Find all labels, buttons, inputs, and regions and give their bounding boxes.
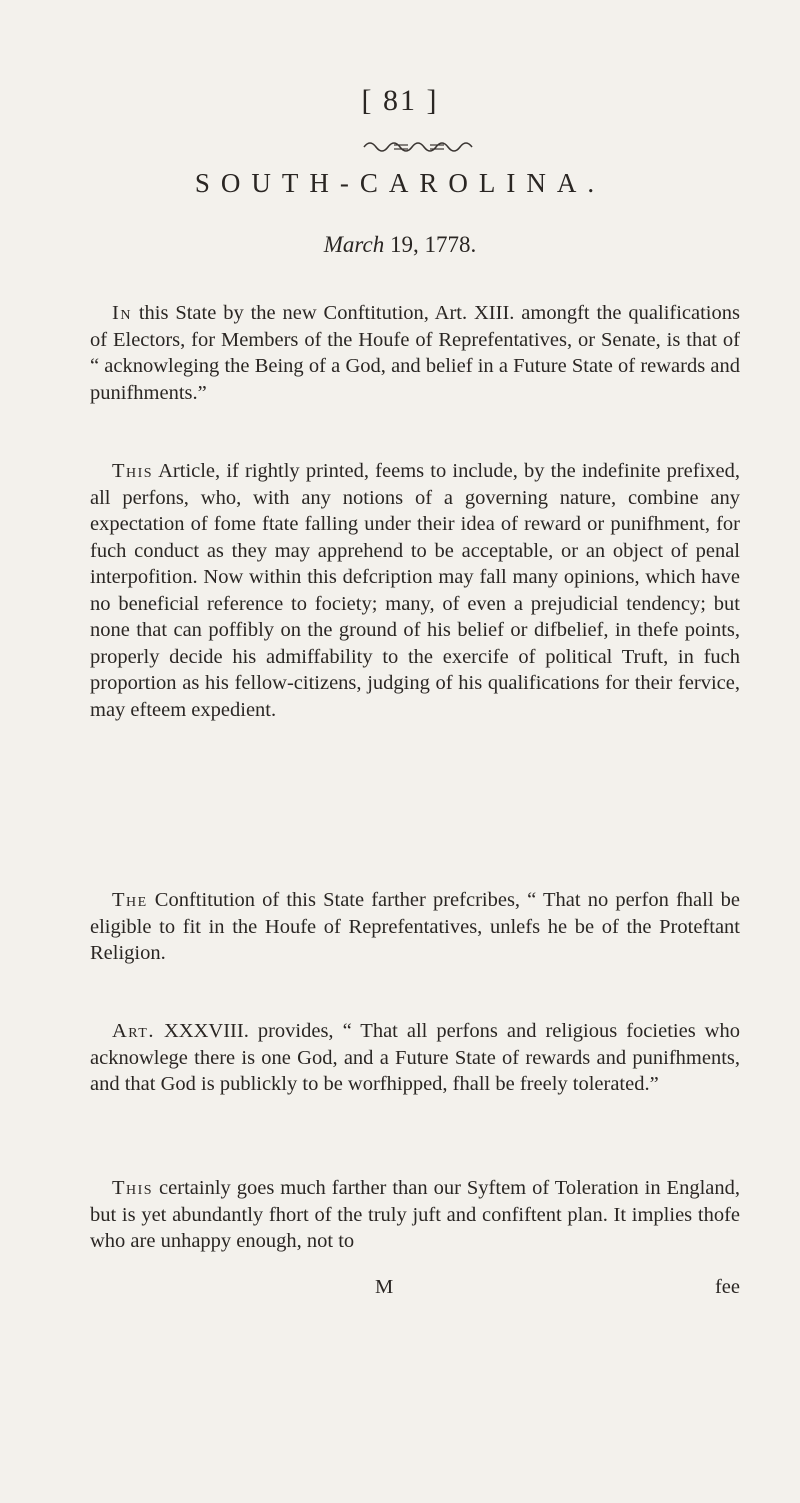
paragraph-3 <box>90 887 740 967</box>
section-heading: SOUTH-CAROLINA. <box>194 168 606 198</box>
paragraph-4-text: XXXVIII. provides, “ That all perfons and religious focieties who acknowlege there is one God, and a Future State of rewards and punifhments, and that God is publickly to be worfhipped, fhall be freely tolerated.” <box>90 1020 740 1095</box>
paragraph-1-lead: In <box>112 302 132 324</box>
paragraph-3-lead: The <box>112 889 148 911</box>
paragraph-4 <box>90 1018 740 1098</box>
paragraph-1-text: this State by the new Conftitution, Art. XIII. amongft the qualifications of Electors, for Members of the Houfe of Reprefentatives, or Senate, is that of “ acknowleging the Being of a God, and belief in a Future State of rewards and punifhments.” <box>90 302 740 404</box>
paragraph-4-lead: Art. <box>112 1020 155 1042</box>
paragraph-2 <box>90 458 740 723</box>
paragraph-3-text: Conftitution of this State farther prefcribes, “ That no perfon fhall be eligible to fit in the Houfe of Reprefentatives, unlefs he be of the Proteftant Religion. <box>90 889 740 964</box>
paragraph-5-text: certainly goes much farther than our Syftem of Toleration in England, but is yet abundantly fhort of the truly juft and confiftent plan. It implies thofe who are unhappy enough, not to <box>90 1177 740 1252</box>
date-rest: 19, 1778. <box>389 232 477 257</box>
page-number: [ 81 ] <box>361 84 439 117</box>
paragraph-1 <box>90 300 740 406</box>
catchword: fee <box>714 1276 740 1298</box>
paragraph-2-text: Article, if rightly printed, feems to include, by the indefinite prefixed, all perfons, who, with any notions of a governing nature, combine any expectation of fome ftate falling under their idea of reward or punifhment, for fuch conduct as they may apprehend to be acceptable, or an object of penal interpofition. Now within this defcription may fall many opinions, which have no beneficial reference to fociety; many, of even a prejudicial tendency; but none that can poffibly on the ground of his belief or difbelief, in thefe points, properly decide his admiffability to the exercife of political Truft, in fuch proportion as his fellow-citizens, judging of his qualifications for their fervice, may efteem expedient. <box>90 460 740 721</box>
dateline <box>0 232 800 258</box>
date-month: March <box>323 232 385 257</box>
paragraph-5-lead: This <box>112 1177 154 1199</box>
signature-mark: M <box>375 1276 394 1298</box>
paragraph-5 <box>90 1175 740 1255</box>
paragraph-2-lead: This <box>112 460 154 482</box>
ornament-rule-icon <box>360 140 480 154</box>
